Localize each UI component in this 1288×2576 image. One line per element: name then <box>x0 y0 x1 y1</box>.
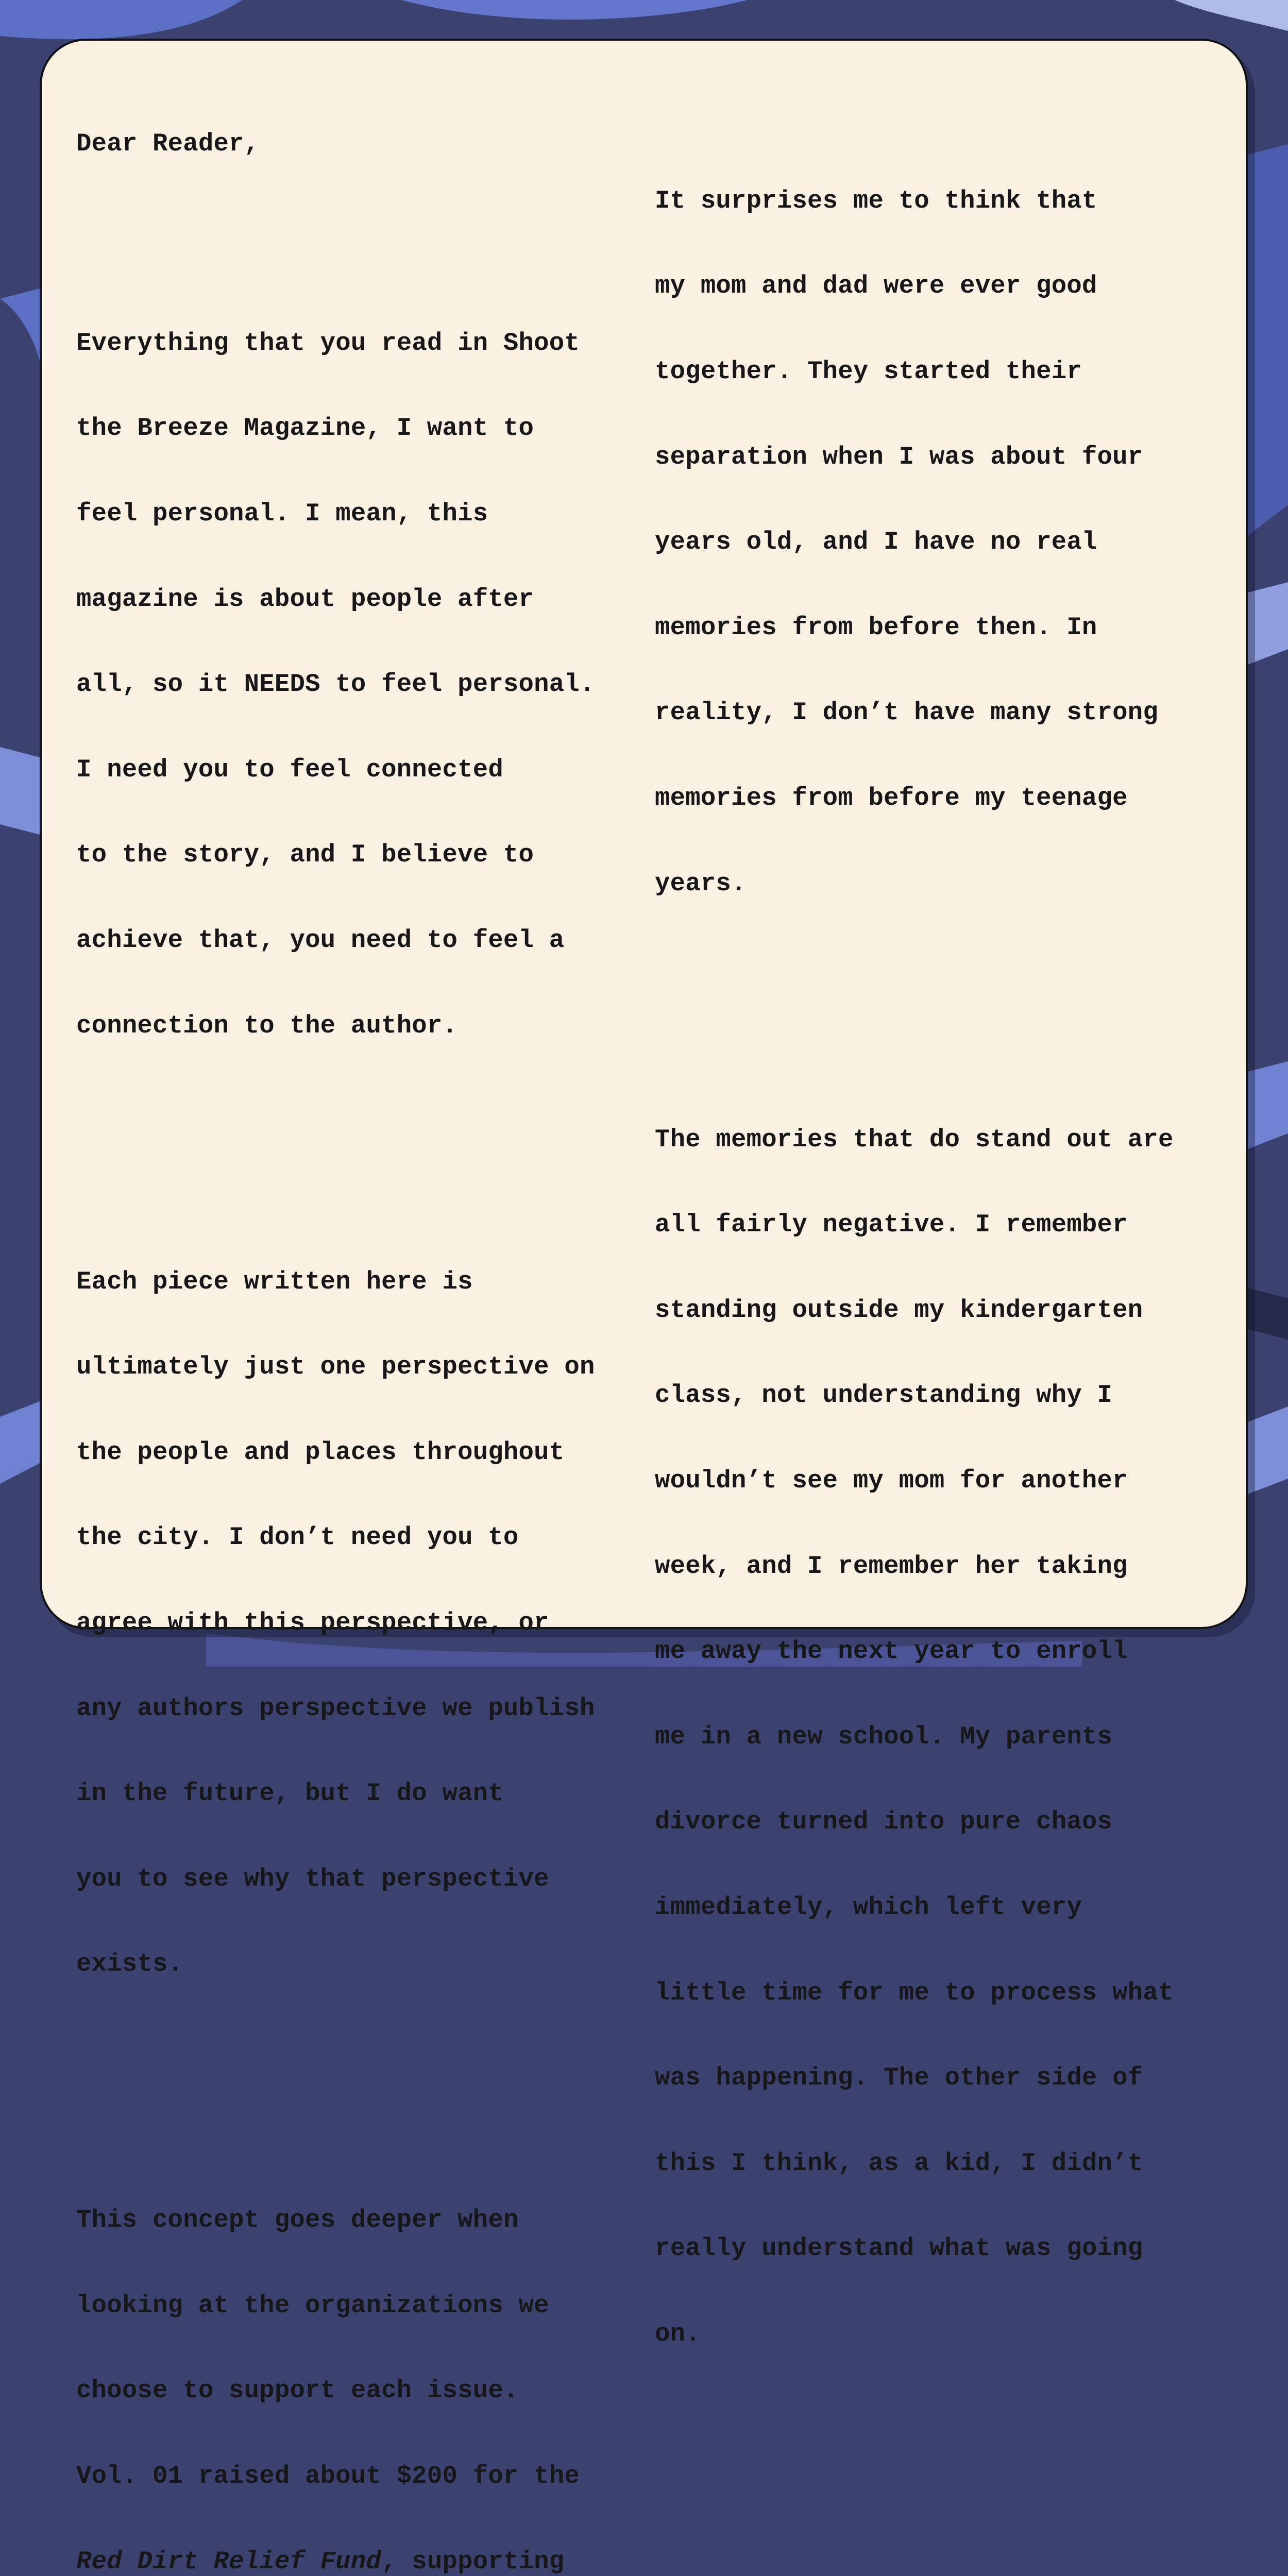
text-line: exists. <box>76 1950 610 1978</box>
text-line: the city. I don’t need you to <box>76 1523 610 1552</box>
paragraph-7 <box>655 1069 1174 2405</box>
text-line: any authors perspective we publish <box>76 1694 610 1723</box>
paragraph-3 <box>76 2149 610 2576</box>
text-line: divorce turned into pure chaos <box>655 1808 1174 1836</box>
text-line: years old, and I have no real <box>655 528 1174 556</box>
text-line: This concept goes deeper when <box>76 2206 610 2234</box>
text-line: together. They started their <box>655 358 1174 386</box>
text-line: The memories that do stand out are <box>655 1126 1174 1154</box>
text-line: me away the next year to enroll <box>655 1637 1174 1666</box>
text-line: choose to support each issue. <box>76 2377 610 2405</box>
text-line: Everything that you read in Shoot <box>76 329 610 358</box>
fund-line-rest: , supporting <box>381 2547 564 2576</box>
text-line: little time for me to process what <box>655 1979 1174 2007</box>
text-line: memories from before then. In <box>655 614 1174 642</box>
text-line: week, and I remember her taking <box>655 1552 1174 1581</box>
letter-right-column <box>655 73 1174 2576</box>
text-line: It surprises me to think that <box>655 187 1174 215</box>
text-line: immediately, which left very <box>655 1893 1174 1922</box>
text-line: Vol. 01 raised about $200 for the <box>76 2462 610 2490</box>
text-line: class, not understanding why I <box>655 1381 1174 1410</box>
text-line: all fairly negative. I remember <box>655 1211 1174 1239</box>
letter-left-column <box>76 73 610 2576</box>
letter-greeting: Dear Reader, <box>76 130 610 158</box>
text-line: the Breeze Magazine, I want to <box>76 414 610 443</box>
text-line: my mom and dad were ever good <box>655 272 1174 300</box>
text-line: to the story, and I believe to <box>76 841 610 869</box>
text-line: all, so it NEEDS to feel personal. <box>76 670 610 699</box>
text-line: standing outside my kindergarten <box>655 1296 1174 1325</box>
text-line: I need you to feel connected <box>76 756 610 784</box>
text-line: feel personal. I mean, this <box>76 500 610 528</box>
text-line: connection to the author. <box>76 1012 610 1040</box>
paragraph-1 <box>76 272 610 1097</box>
fund-name: Red Dirt Relief Fund <box>76 2547 381 2576</box>
text-line: really understand what was going <box>655 2234 1174 2263</box>
text-line: me in a new school. My parents <box>655 1723 1174 1751</box>
text-line: ultimately just one perspective on <box>76 1353 610 1381</box>
text-line: you to see why that perspective <box>76 1865 610 1893</box>
text-line: magazine is about people after <box>76 585 610 614</box>
text-line: in the future, but I do want <box>76 1780 610 1808</box>
text-line: separation when I was about four <box>655 443 1174 471</box>
text-line: years. <box>655 870 1174 898</box>
text-line: this I think, as a kid, I didn’t <box>655 2149 1174 2178</box>
paragraph-2 <box>76 1211 610 2036</box>
text-line: memories from before my teenage <box>655 784 1174 812</box>
text-line: Each piece written here is <box>76 1268 610 1296</box>
text-line: the people and places throughout <box>76 1438 610 1467</box>
paragraph-6 <box>655 130 1174 955</box>
text-line: was happening. The other side of <box>655 2064 1174 2092</box>
text-line: looking at the organizations we <box>76 2292 610 2320</box>
text-line-fund <box>76 2548 610 2576</box>
letter-page <box>40 39 1248 1629</box>
text-line: on. <box>655 2320 1174 2348</box>
paragraph-8 <box>655 2519 1174 2576</box>
text-line: achieve that, you need to feel a <box>76 926 610 955</box>
text-line: agree with this perspective, or <box>76 1609 610 1637</box>
text-line: reality, I don’t have many strong <box>655 699 1174 727</box>
text-line: wouldn’t see my mom for another <box>655 1467 1174 1495</box>
